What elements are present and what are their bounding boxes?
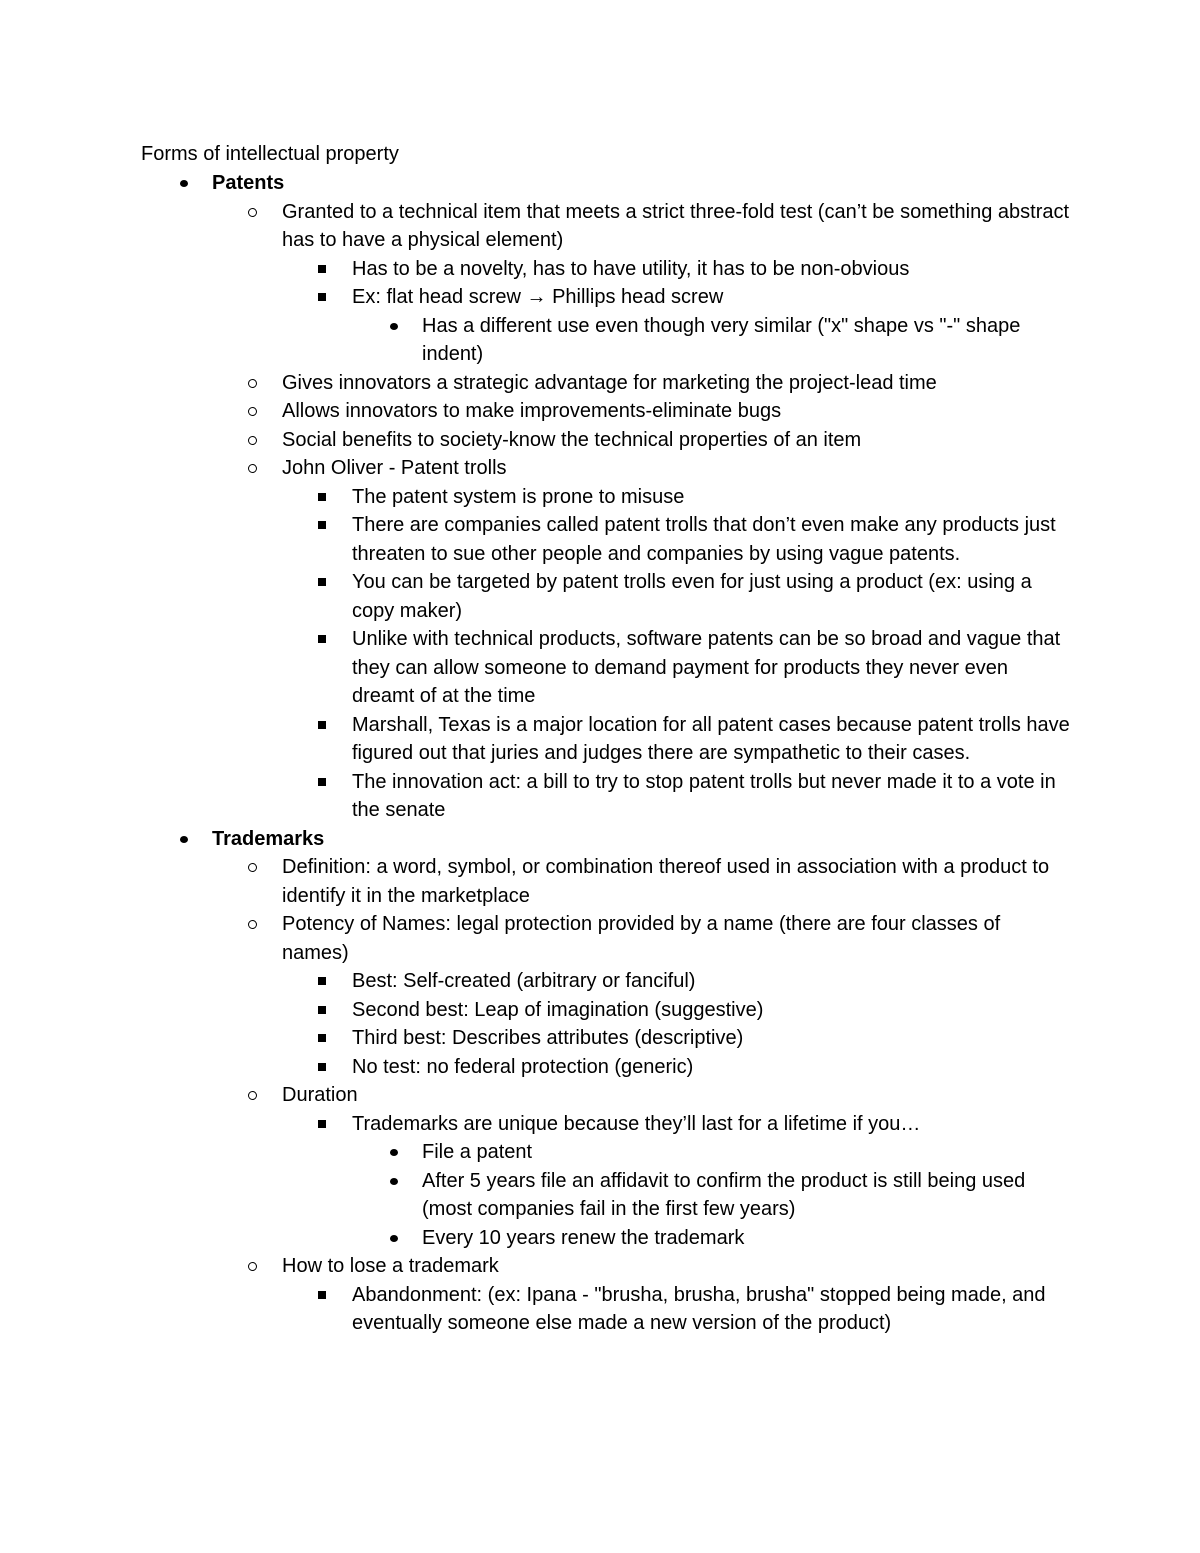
list-item <box>352 967 1072 996</box>
list-item <box>352 511 1072 568</box>
list-item-text: Definition: a word, symbol, or combination thereof used in association with a product to identify it in the marketplace <box>282 856 1050 907</box>
square-bullet-icon <box>318 996 334 1025</box>
square-bullet-icon <box>318 711 334 740</box>
list-item <box>352 1053 1072 1082</box>
square-bullet-icon <box>318 255 334 284</box>
patents-sublist <box>212 198 1072 825</box>
list-item <box>352 568 1072 625</box>
list-item-duration <box>282 1081 1072 1252</box>
list-item-text: File a patent <box>422 1141 533 1163</box>
list-item-text: How to lose a trademark <box>282 1255 499 1277</box>
list-item-definition <box>282 853 1072 910</box>
list-item-novelty <box>352 255 1072 284</box>
example-sublist <box>352 312 1072 369</box>
square-bullet-icon <box>318 511 334 540</box>
list-item-text: Potency of Names: legal protection provided by a name (there are four classes of names) <box>282 913 1001 964</box>
list-item-text: Every 10 years renew the trademark <box>422 1226 745 1249</box>
circle-bullet-icon <box>248 1081 264 1110</box>
square-bullet-icon <box>318 568 334 597</box>
circle-bullet-icon <box>248 397 264 426</box>
section-heading-trademarks: Trademarks <box>212 827 325 850</box>
list-item-lose <box>282 1252 1072 1338</box>
disc-bullet-icon <box>178 169 194 198</box>
circle-bullet-icon <box>248 1252 264 1281</box>
list-item-granted <box>282 198 1072 369</box>
list-item-text: Ex: flat head screw → Phillips head screw <box>352 286 724 308</box>
list-item-text: Allows innovators to make improvements-eliminate bugs <box>282 400 782 422</box>
list-item-improvements <box>282 397 1072 426</box>
granted-sublist <box>282 255 1072 369</box>
list-item-john-oliver <box>282 454 1072 825</box>
square-bullet-icon <box>318 1024 334 1053</box>
list-item-text: No test: no federal protection (generic) <box>352 1055 694 1078</box>
section-trademarks <box>212 825 1072 1338</box>
list-item-text: John Oliver - Patent trolls <box>282 457 507 479</box>
disc-bullet-icon <box>388 1138 404 1167</box>
list-item-text: Has to be a novelty, has to have utility, it has to be non-obvious <box>352 257 910 280</box>
disc-bullet-icon <box>388 1167 404 1196</box>
circle-bullet-icon <box>248 369 264 398</box>
outline-list <box>212 169 1072 1338</box>
square-bullet-icon <box>318 768 334 797</box>
disc-bullet-icon <box>178 825 194 854</box>
list-item-text: Unlike with technical products, software patents can be so broad and vague that they can allow someone to demand payment for products they never even dreamt of at the time <box>352 628 1061 707</box>
circle-bullet-icon <box>248 426 264 455</box>
list-item-text: Has a different use even though very similar ("x" shape vs "-" shape indent) <box>422 314 1021 365</box>
list-item-text: After 5 years file an affidavit to confirm the product is still being used (most companies fail in the first few years) <box>422 1169 1026 1220</box>
list-item-example <box>352 283 1072 369</box>
duration-sublist <box>282 1110 1072 1253</box>
list-item-text: There are companies called patent trolls that don’t even make any products just threaten to sue other people and companies by using vague patents. <box>352 514 1056 565</box>
list-item <box>352 711 1072 768</box>
square-bullet-icon <box>318 1110 334 1139</box>
list-item-text: The innovation act: a bill to try to stop patent trolls but never made it to a vote in the senate <box>352 770 1056 821</box>
list-item-text: Duration <box>282 1084 358 1106</box>
list-item-text: Marshall, Texas is a major location for all patent cases because patent trolls have figured out that juries and judges there are sympathetic to their cases. <box>352 713 1070 764</box>
list-item <box>422 1167 1072 1224</box>
square-bullet-icon <box>318 283 334 312</box>
square-bullet-icon <box>318 483 334 512</box>
list-item <box>422 1224 1072 1253</box>
list-item-unique <box>352 1110 1072 1253</box>
circle-bullet-icon <box>248 853 264 882</box>
square-bullet-icon <box>318 967 334 996</box>
list-item-text: The patent system is prone to misuse <box>352 485 685 508</box>
lose-sublist <box>282 1281 1072 1338</box>
potency-sublist <box>282 967 1072 1081</box>
square-bullet-icon <box>318 1281 334 1310</box>
list-item-social <box>282 426 1072 455</box>
square-bullet-icon <box>318 625 334 654</box>
list-item-text: Social benefits to society-know the technical properties of an item <box>282 428 862 451</box>
list-item-abandonment <box>352 1281 1072 1338</box>
unique-steps-sublist <box>352 1138 1072 1252</box>
list-item <box>352 768 1072 825</box>
list-item <box>352 483 1072 512</box>
list-item <box>422 1138 1072 1167</box>
list-item-text: Abandonment: (ex: Ipana - "brusha, brusha, brusha" stopped being made, and eventually someone else made a new version of the product) <box>352 1283 1046 1334</box>
circle-bullet-icon <box>248 198 264 227</box>
list-item-text: Trademarks are unique because they’ll last for a lifetime if you… <box>352 1112 921 1135</box>
list-item-text: Third best: Describes attributes (descriptive) <box>352 1027 744 1049</box>
patent-trolls-sublist <box>282 483 1072 825</box>
section-patents <box>212 169 1072 825</box>
circle-bullet-icon <box>248 910 264 939</box>
list-item-text: Best: Self-created (arbitrary or fanciful) <box>352 970 696 992</box>
list-item-potency <box>282 910 1072 1081</box>
list-item-different-use <box>422 312 1072 369</box>
disc-bullet-icon <box>388 312 404 341</box>
list-item <box>352 1024 1072 1053</box>
disc-bullet-icon <box>388 1224 404 1253</box>
list-item-text: Second best: Leap of imagination (suggestive) <box>352 998 764 1021</box>
list-item-text: Granted to a technical item that meets a strict three-fold test (can’t be something abstract has to have a physical element) <box>282 200 1070 251</box>
trademarks-sublist <box>212 853 1072 1338</box>
section-heading-patents: Patents <box>212 172 285 194</box>
document-title: Forms of intellectual property <box>141 143 399 165</box>
list-item-text: You can be targeted by patent trolls even for just using a product (ex: using a copy maker) <box>352 571 1032 622</box>
square-bullet-icon <box>318 1053 334 1082</box>
list-item <box>352 996 1072 1025</box>
list-item <box>352 625 1072 711</box>
circle-bullet-icon <box>248 454 264 483</box>
list-item-text: Gives innovators a strategic advantage for marketing the project-lead time <box>282 371 937 394</box>
list-item-strategic <box>282 369 1072 398</box>
